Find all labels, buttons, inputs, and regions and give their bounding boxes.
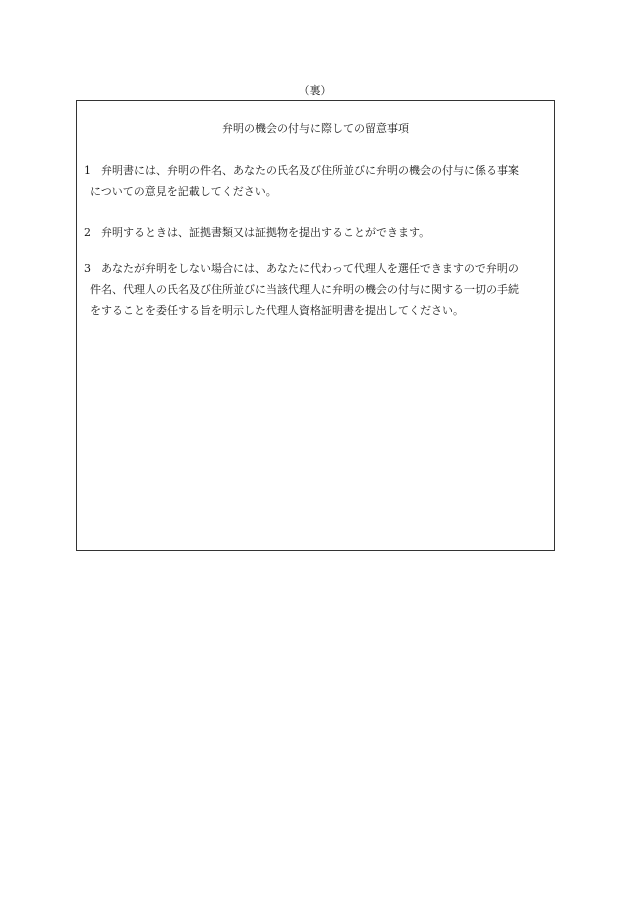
item-line: についての意見を記載してください。 [90,185,277,198]
page-side-label: （裏） [298,84,332,97]
item-number: 1 [84,164,91,177]
item-text [90,258,550,321]
item-line: 弁明するときは、証拠書類又は証拠物を提出することができます。 [101,226,431,239]
item-text [101,222,550,243]
notice-item-3 [84,258,550,321]
item-text [90,160,550,202]
item-line: をすることを委任する旨を明示した代理人資格証明書を提出してください。 [90,304,464,317]
item-line: あなたが弁明をしない場合には、あなたに代わって代理人を選任できますので弁明の [101,262,519,275]
item-number: 3 [84,262,91,275]
notice-item-1 [84,160,550,202]
notice-item-2 [84,222,550,243]
item-line: 件名、代理人の氏名及び住所並びに当該代理人に弁明の機会の付与に関する一切の手続 [90,283,519,296]
item-line: 弁明書には、弁明の件名、あなたの氏名及び住所並びに弁明の機会の付与に係る事案 [101,164,519,177]
item-number: 2 [84,226,91,239]
notice-title: 弁明の機会の付与に際しての留意事項 [222,122,409,135]
